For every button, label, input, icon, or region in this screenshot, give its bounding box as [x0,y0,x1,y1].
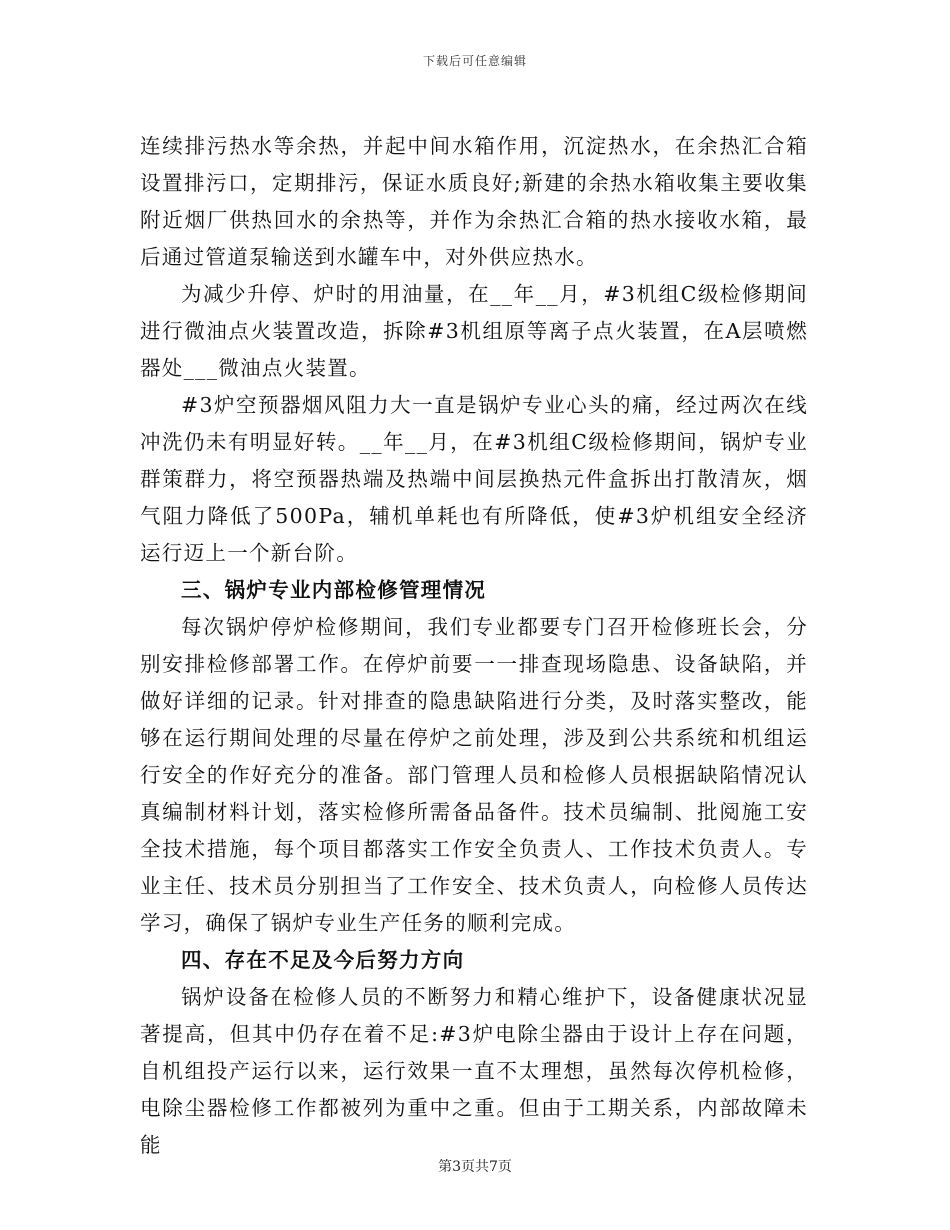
page-header: 下载后可任意编辑 [422,54,527,68]
section-heading-4: 四、存在不足及今后努力方向 [181,948,465,972]
paragraph-maintenance-management: 每次锅炉停炉检修期间，我们专业都要专门召开检修班长会，分别安排检修部署工作。在停炉前要一一排查现场隐患、设备缺陷，并做好详细的记录。针对排查的隐患缺陷进行分类，及时落实整改，能够在运行期间处理的尽量在停炉之前处理，涉及到公共系统和机组运行安全的作好充分的准备。部门管理人员和检修人员根据缺陷情况认真编制材料计划，落实检修所需备品备件。技术员编制、批阅施工安全技术措施，每个项目都落实工作安全负责人、工作技术负责人。专业主任、技术员分别担当了工作安全、技术负责人，向检修人员传达学习，确保了锅炉专业生产任务的顺利完成。 [140,615,808,935]
page-footer: 第3页共7页 [438,1159,512,1175]
section-heading-3: 三、锅炉专业内部检修管理情况 [181,578,487,602]
paragraph-micro-oil-ignition: 为减少升停、炉时的用油量，在__年__月，#3机组C级检修期间进行微油点火装置改造，拆除#3机组原等离子点火装置，在A层喷燃器处___微油点火装置。 [140,282,808,380]
document-body [140,128,808,1164]
paragraph-continuation: 连续排污热水等余热，并起中间水箱作用，沉淀热水，在余热汇合箱设置排污口，定期排污，保证水质良好;新建的余热水箱收集主要收集附近烟厂供热回水的余热等，并作为余热汇合箱的热水接收水箱，最后通过管道泵输送到水罐车中，对外供应热水。 [140,134,808,269]
paragraph-shortcomings: 锅炉设备在检修人员的不断努力和精心维护下，设备健康状况显著提高，但其中仍存在着不足:#3炉电除尘器由于设计上存在问题，自机组投产运行以来，运行效果一直不太理想，虽然每次停机检修，电除尘器检修工作都被列为重中之重。但由于工期关系，内部故障未能 [140,985,808,1157]
paragraph-air-preheater: #3炉空预器烟风阻力大一直是锅炉专业心头的痛，经过两次在线冲洗仍未有明显好转。__年__月，在#3机组C级检修期间，锅炉专业群策群力，将空预器热端及热端中间层换热元件盒拆出打散清灰，烟气阻力降低了500Pa，辅机单耗也有所降低，使#3炉机组安全经济运行迈上一个新台阶。 [140,393,808,565]
